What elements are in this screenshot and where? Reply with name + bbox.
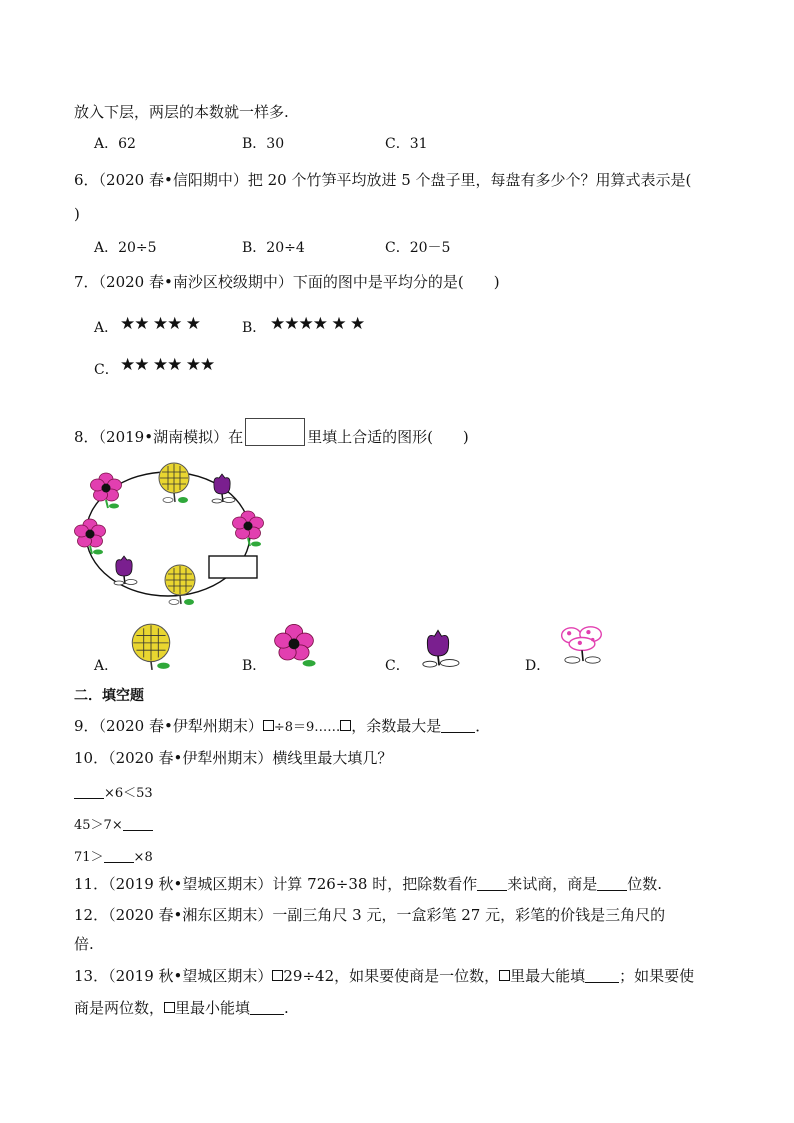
q7-option-b-label[interactable]: B． [242, 320, 267, 336]
q8-option-d-flower [552, 622, 612, 668]
q9-prefix: 9．（2020 春•伊犁州期末） [74, 717, 263, 735]
q9-answer-blank[interactable] [441, 718, 475, 733]
ring-flower-7 [165, 565, 195, 605]
q5-option-a[interactable]: A．62 [94, 136, 136, 152]
q13-text [74, 966, 694, 986]
q10-line1-expr: ×6＜53 [104, 786, 153, 801]
q13-end: . [284, 999, 289, 1017]
q7-option-c-stars: ★★ ★★ ★★ [120, 355, 215, 375]
q9-question: ，余数最大是 [351, 717, 442, 735]
q9-remainder-box[interactable] [340, 720, 351, 731]
q11-blank-1[interactable] [477, 876, 507, 891]
q6-option-c[interactable]: C．20－5 [385, 240, 451, 256]
q13-mid2: 里最大能填 [510, 967, 586, 985]
flower-ring-figure [68, 452, 288, 612]
q7-option-b-stars: ★★★★ ★ ★ [270, 314, 365, 334]
q9-end: ． [475, 717, 491, 735]
q11-mid: 来试商，商是 [507, 875, 598, 893]
q13-blank-2[interactable] [250, 1000, 284, 1015]
q11-prefix: 11．（2019 秋•望城区期末）计算 726÷38 时，把除数看作 [74, 875, 478, 893]
q11-text [74, 874, 662, 894]
q11-blank-2[interactable] [597, 876, 627, 891]
q5-text: 放入下层，两层的本数就一样多. [74, 103, 289, 121]
q12-text: 12．（2020 春•湘东区期末）一副三角尺 3 元，一盒彩笔 27 元，彩笔的价钱是三角尺的 [74, 906, 666, 924]
q9-equation: ÷8＝9…… [273, 720, 341, 735]
q7-option-a-stars: ★★ ★★ ★ [120, 314, 201, 334]
ring-flower-4 [233, 511, 264, 547]
ring-flower-3 [212, 474, 235, 503]
q10-line1 [74, 782, 153, 804]
q5-option-b[interactable]: B．30 [242, 136, 285, 152]
section-title: 二．填空题 [74, 688, 144, 704]
q12-text-2: 倍. [74, 935, 94, 953]
q10-line3 [74, 846, 153, 868]
q10-blank-1[interactable] [74, 784, 104, 799]
q6-option-b[interactable]: B．20÷4 [242, 240, 305, 256]
q10-line2 [74, 814, 153, 836]
q8-option-c-label[interactable]: C． [385, 658, 410, 674]
ring-flower-5 [75, 519, 106, 555]
q7-option-c-label[interactable]: C． [94, 362, 119, 378]
q10-text: 10．（2020 春•伊犁州期末）横线里最大填几？ [74, 749, 393, 767]
q6-paren: ) [74, 205, 80, 223]
ring-flower-2 [159, 463, 189, 503]
q13-line2-b: 里最小能填 [175, 999, 251, 1017]
q7-text: 7．（2020 春•南沙区校级期中）下面的图中是平均分的是( ) [74, 273, 500, 291]
ring-flower-1 [91, 473, 122, 509]
q10-blank-3[interactable] [104, 848, 134, 863]
q8-prefix: 8．（2019•湖南模拟）在 [74, 428, 244, 446]
q13-mid3: ；如果要使 [619, 967, 695, 985]
q13-box-2[interactable] [499, 970, 510, 981]
ring-flower-6 [114, 556, 137, 585]
q13-text-2 [74, 998, 289, 1018]
q10-line3-left: 71＞ [74, 850, 104, 865]
q8-option-d-label[interactable]: D． [525, 658, 551, 674]
q8-option-a-sunflower [122, 620, 180, 672]
q8-option-a-label[interactable]: A． [94, 658, 119, 674]
q6-text: 6．（2020 春•信阳期中）把 20 个竹笋平均放进 5 个盘子里，每盘有多少个？用算式表示是( [74, 171, 692, 189]
q11-end: 位数. [627, 875, 662, 893]
q13-prefix: 13．（2019 秋•望城区期末） [74, 967, 273, 985]
q6-option-a[interactable]: A．20÷5 [94, 240, 157, 256]
q13-box-1[interactable] [272, 970, 283, 981]
q8-text [74, 418, 469, 447]
q13-blank-1[interactable] [585, 968, 619, 983]
q9-dividend-box[interactable] [263, 720, 274, 731]
q7-option-a-label[interactable]: A． [94, 320, 119, 336]
q8-suffix: 里填上合适的图形( ) [307, 428, 469, 446]
q13-box-3[interactable] [164, 1002, 175, 1013]
q8-option-c-tulip [410, 628, 466, 670]
q10-blank-2[interactable] [123, 816, 153, 831]
ring-blank-box [209, 556, 257, 578]
q10-line2-expr: 45＞7× [74, 818, 123, 833]
q5-option-c[interactable]: C．31 [385, 136, 428, 152]
q13-mid: 29÷42，如果要使商是一位数， [283, 967, 500, 985]
q8-option-b-pink-flower [266, 622, 322, 670]
q13-line2-a: 商是两位数， [74, 999, 165, 1017]
q9-text [74, 716, 490, 738]
q10-line3-right: ×8 [133, 850, 153, 865]
q8-option-b-label[interactable]: B． [242, 658, 267, 674]
q8-answer-box[interactable] [245, 418, 305, 446]
